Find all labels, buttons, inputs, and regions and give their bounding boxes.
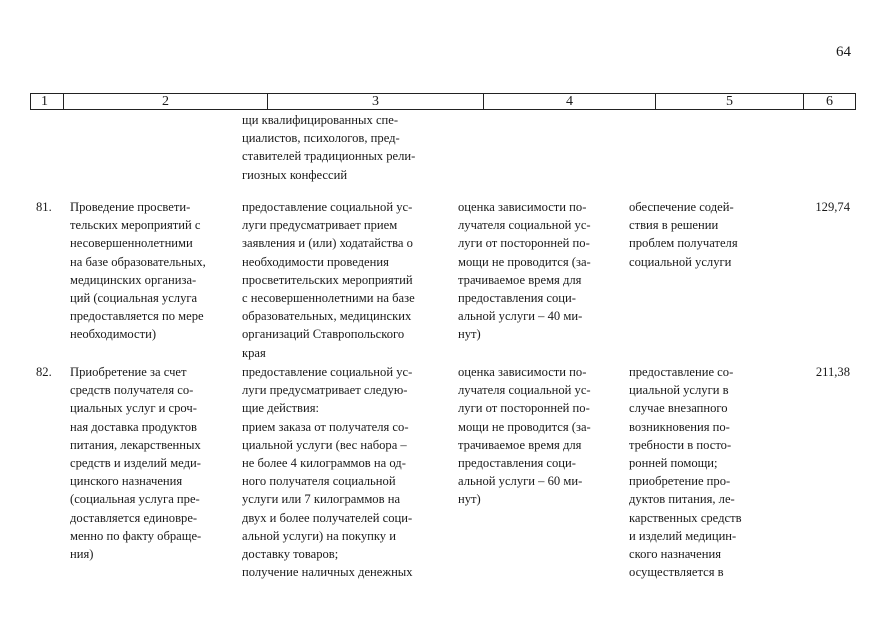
text-line: медицинских организа- bbox=[70, 272, 197, 287]
text-line: щие действия: bbox=[242, 401, 319, 416]
row-81-time-estimate bbox=[458, 198, 618, 344]
text-line: ная доставка продуктов bbox=[70, 419, 197, 434]
text-line: оценка зависимости по- bbox=[458, 200, 587, 214]
text-line: средств получателя со- bbox=[70, 383, 194, 398]
text-line: заявления и (или) ходатайства о bbox=[242, 236, 413, 251]
text-line: мощи не проводится (за- bbox=[458, 254, 591, 269]
text-line: осуществляется в bbox=[629, 565, 724, 580]
text-line: луги предусматривает следую- bbox=[242, 383, 408, 398]
text-line: лучателя социальной ус- bbox=[458, 218, 591, 233]
text-line: нут) bbox=[458, 327, 481, 342]
text-line: обеспечение содей- bbox=[629, 200, 734, 214]
text-line: ния) bbox=[70, 547, 94, 562]
text-line: ствия в решении bbox=[629, 218, 719, 233]
text-line: щи квалифицированных спе- bbox=[242, 113, 399, 127]
row-82-time-estimate bbox=[458, 363, 618, 509]
text-line: оценка зависимости по- bbox=[458, 365, 587, 379]
text-line: циальной услуги (вес набора – bbox=[242, 437, 407, 452]
text-line: с несовершеннолетними на базе bbox=[242, 291, 415, 306]
text-line: предоставления соци- bbox=[458, 456, 576, 471]
text-line: Проведение просвети- bbox=[70, 200, 191, 214]
text-line: средств и изделий меди- bbox=[70, 456, 201, 471]
text-line: луги от посторонней по- bbox=[458, 401, 590, 416]
text-line: циальных услуг и сроч- bbox=[70, 401, 197, 416]
row-82-number: 82. bbox=[36, 365, 52, 379]
header-col-5: 5 bbox=[655, 94, 803, 109]
row-81-description bbox=[242, 198, 447, 362]
text-line: мощи не проводится (за- bbox=[458, 419, 591, 434]
table-header-row bbox=[30, 93, 856, 110]
text-line: не более 4 килограммов на од- bbox=[242, 456, 406, 471]
text-line: дуктов питания, ле- bbox=[629, 492, 735, 507]
row-81-quality-indicator bbox=[629, 198, 767, 271]
row-82-service-name bbox=[70, 363, 233, 563]
text-line: на базе образовательных, bbox=[70, 254, 206, 269]
header-col-3: 3 bbox=[267, 94, 483, 109]
text-line: гиозных конфессий bbox=[242, 167, 348, 182]
header-col-6: 6 bbox=[803, 94, 855, 109]
text-line: предоставление со- bbox=[629, 365, 734, 379]
text-line: альной услуги – 40 ми- bbox=[458, 309, 583, 324]
text-line: социальной услуги bbox=[629, 254, 732, 269]
row-82-quality-indicator bbox=[629, 363, 767, 581]
row-82-description bbox=[242, 363, 447, 581]
text-line: просветительских мероприятий bbox=[242, 272, 413, 287]
text-line: случае внезапного bbox=[629, 401, 728, 416]
text-line: необходимости проведения bbox=[242, 254, 389, 269]
text-line: приобретение про- bbox=[629, 474, 731, 489]
text-line: несовершеннолетними bbox=[70, 236, 193, 251]
text-line: проблем получателя bbox=[629, 236, 738, 251]
text-line: получение наличных денежных bbox=[242, 565, 413, 580]
text-line: и изделий медицин- bbox=[629, 528, 737, 543]
text-line: менно по факту обраще- bbox=[70, 528, 202, 543]
text-line: ского назначения bbox=[629, 547, 721, 562]
text-line: предоставление социальной ус- bbox=[242, 365, 413, 379]
text-line: двух и более получателей соци- bbox=[242, 510, 413, 525]
row-82-price: 211,38 bbox=[815, 365, 850, 379]
text-line: доставку товаров; bbox=[242, 547, 339, 562]
text-line: луги от посторонней по- bbox=[458, 236, 590, 251]
text-line: лучателя социальной ус- bbox=[458, 383, 591, 398]
text-line: требности в посто- bbox=[629, 437, 732, 452]
text-line: возникновения по- bbox=[629, 419, 730, 434]
text-line: образовательных, медицинских bbox=[242, 309, 412, 324]
text-line: предоставления соци- bbox=[458, 291, 576, 306]
row-81-number: 81. bbox=[36, 200, 52, 214]
text-line: услуги или 7 килограммов на bbox=[242, 492, 401, 507]
text-line: трачиваемое время для bbox=[458, 272, 582, 287]
header-col-2: 2 bbox=[63, 94, 267, 109]
row-81-price: 129,74 bbox=[815, 200, 850, 214]
text-line: питания, лекарственных bbox=[70, 437, 201, 452]
header-col-1: 1 bbox=[41, 94, 48, 109]
text-line: цинского назначения bbox=[70, 474, 183, 489]
text-line: карственных средств bbox=[629, 510, 742, 525]
header-col-4: 4 bbox=[483, 94, 655, 109]
text-line: организаций Ставропольского bbox=[242, 327, 405, 342]
text-line: альной услуги – 60 ми- bbox=[458, 474, 583, 489]
text-line: ного получателя социальной bbox=[242, 474, 396, 489]
text-line: трачиваемое время для bbox=[458, 437, 582, 452]
text-line: предоставляется по мере bbox=[70, 309, 204, 324]
text-line: циалистов, психологов, пред- bbox=[242, 131, 400, 146]
text-line: ций (социальная услуга bbox=[70, 291, 198, 306]
continuation-col3 bbox=[242, 111, 447, 184]
text-line: необходимости) bbox=[70, 327, 157, 342]
page-number: 64 bbox=[836, 44, 851, 60]
text-line: тельских мероприятий с bbox=[70, 218, 201, 233]
text-line: луги предусматривает прием bbox=[242, 218, 398, 233]
text-line: (социальная услуга пре- bbox=[70, 492, 200, 507]
text-line: ставителей традиционных рели- bbox=[242, 149, 416, 164]
text-line: предоставление социальной ус- bbox=[242, 200, 413, 214]
row-81-service-name bbox=[70, 198, 233, 344]
text-line: циальной услуги в bbox=[629, 383, 729, 398]
text-line: прием заказа от получателя со- bbox=[242, 419, 409, 434]
text-line: края bbox=[242, 345, 266, 360]
text-line: доставляется единовре- bbox=[70, 510, 198, 525]
text-line: ронней помощи; bbox=[629, 456, 718, 471]
text-line: нут) bbox=[458, 492, 481, 507]
text-line: Приобретение за счет bbox=[70, 365, 187, 379]
text-line: альной услуги) на покупку и bbox=[242, 528, 396, 543]
